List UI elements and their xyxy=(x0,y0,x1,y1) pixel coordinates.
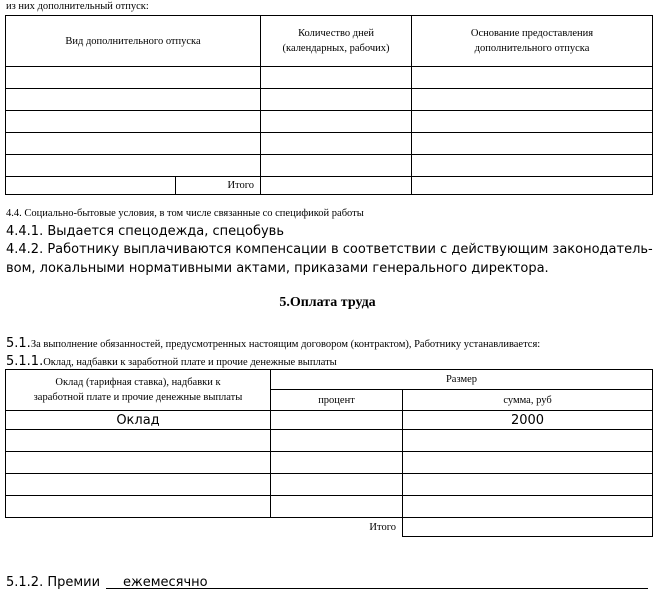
section-4-4-2-line2: вом, локальными нормативными актами, приказами генерального директора. xyxy=(6,261,549,276)
table-row xyxy=(6,67,653,89)
size-header: Размер xyxy=(271,370,653,390)
table-row xyxy=(6,430,653,452)
leave-intro: из них дополнительный отпуск: xyxy=(6,1,149,12)
bonus-label: 5.1.2. Премии xyxy=(6,575,101,590)
table-row xyxy=(6,155,653,177)
days-count-header: Количество дней (календарных, рабочих) xyxy=(261,16,412,67)
leave-total-label: Итого xyxy=(176,177,261,195)
section-4-4-1: 4.4.1. Выдается спецодежда, спецобувь xyxy=(6,224,284,239)
section-5-title: 5.Оплата труда xyxy=(279,295,376,310)
additional-leave-table xyxy=(5,15,653,195)
bonus-value: ежемесячно xyxy=(123,575,208,590)
sum-header: сумма, руб xyxy=(403,390,653,411)
pay-table xyxy=(5,369,653,537)
percent-header: процент xyxy=(271,390,403,411)
table-row xyxy=(6,89,653,111)
table-row xyxy=(6,111,653,133)
clause-5-1: 5.1.За выполнение обязанностей, предусмотренных настоящим договором (контрактом), Работнику устанавливается: xyxy=(6,336,541,351)
clause-5-1-1: 5.1.1.Оклад, надбавки к заработной плате и прочие денежные выплаты xyxy=(6,354,337,369)
table-row xyxy=(6,496,653,518)
table-row xyxy=(6,133,653,155)
section-4-4-2-line1: 4.4.2. Работнику выплачиваются компенсации в соответствии с действующим законодатель- xyxy=(6,242,653,257)
section-4-4-heading: 4.4. Социально-бытовые условия, в том числе связанные со спецификой работы xyxy=(6,208,364,219)
salary-sum: 2000 xyxy=(403,411,653,430)
table-row xyxy=(6,452,653,474)
salary-label: Оклад xyxy=(6,411,271,430)
leave-type-header: Вид дополнительного отпуска xyxy=(6,16,261,67)
table-row xyxy=(6,474,653,496)
pay-total-label: Итого xyxy=(271,518,403,537)
pay-type-header: Оклад (тарифная ставка), надбавки к заработной плате и прочие денежные выплаты xyxy=(6,370,271,411)
pay-total-row xyxy=(6,518,653,537)
table-row xyxy=(6,411,653,430)
leave-basis-header: Основание предоставления дополнительного отпуска xyxy=(412,16,653,67)
leave-total-row xyxy=(6,177,653,195)
